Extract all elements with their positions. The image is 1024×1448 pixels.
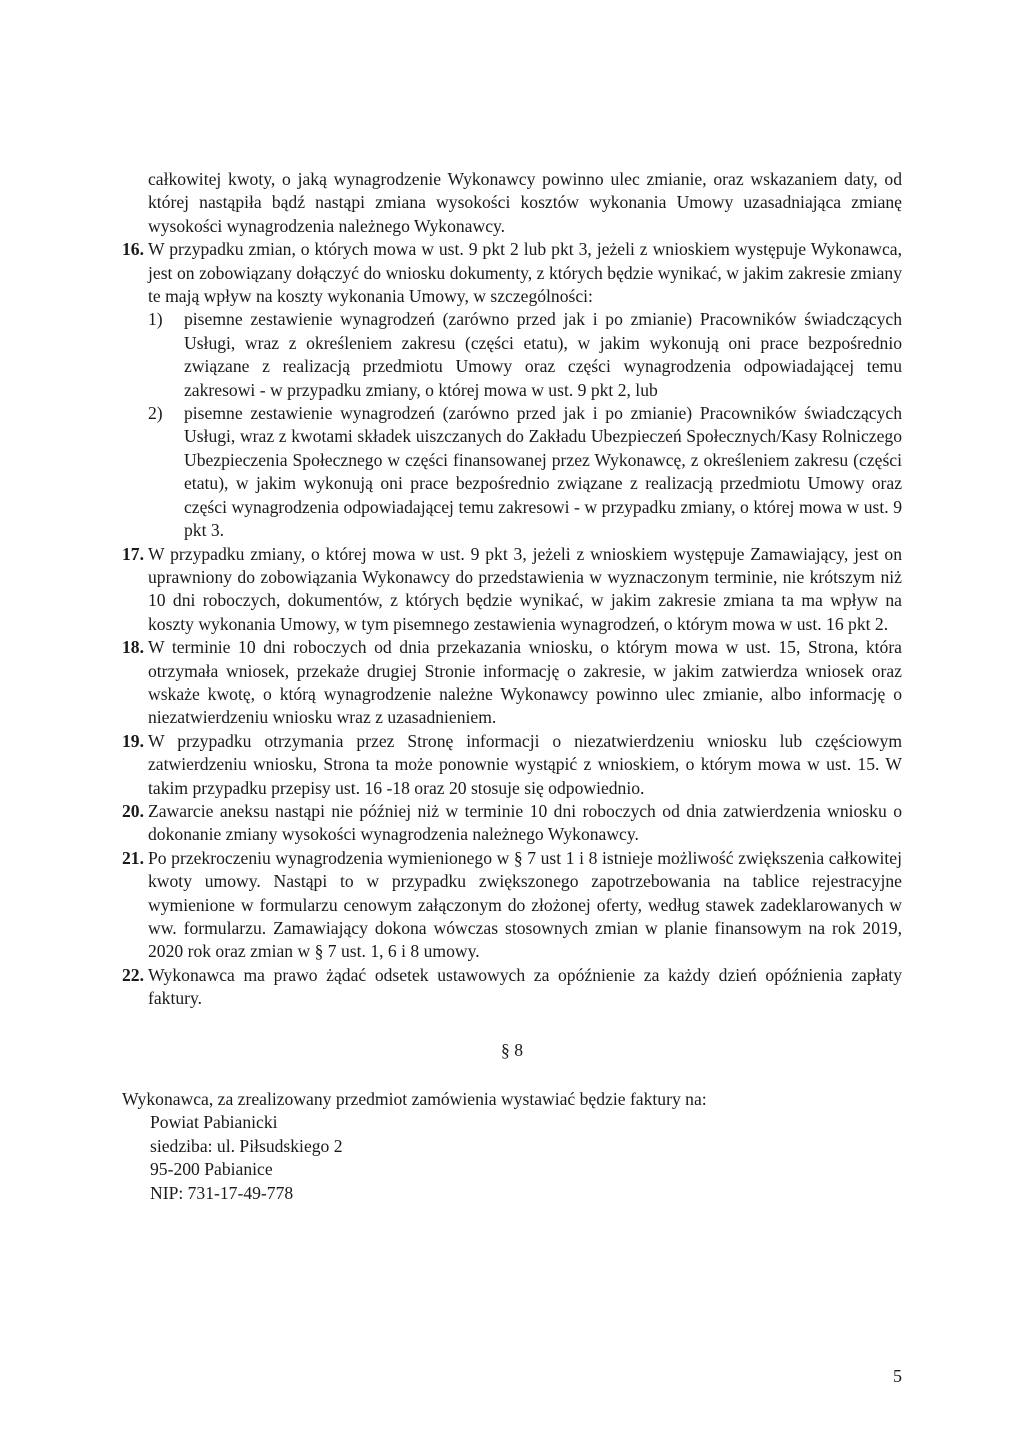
section-heading: § 8 (501, 1039, 523, 1060)
address-name: Powiat Pabianicki (150, 1112, 278, 1133)
clause-text: Wykonawca ma prawo żądać odsetek ustawowych za opóźnienie za każdy dzień opóźnienia zapłaty faktury. (148, 964, 902, 1009)
page-number: 5 (893, 1366, 902, 1386)
invoice-intro: Wykonawca, za zrealizowany przedmiot zamówienia wystawiać będzie faktury na: (122, 1089, 707, 1110)
clause-21 (122, 847, 902, 964)
subclause-1 (148, 308, 902, 402)
document-page (122, 168, 902, 1205)
intro-paragraph: całkowitej kwoty, o jaką wynagrodzenie Wykonawcy powinno ulec zmianie, oraz wskazaniem daty, od której nastąpiła bądź nastąpi zmiana wysokości kosztów wykonania Umowy uzasadniająca zmianę wysokości wynagrodzenia należnego Wykonawcy. (148, 169, 902, 236)
clause-19 (122, 730, 902, 800)
clause-text: W przypadku otrzymania przez Stronę informacji o niezatwierdzeniu wniosku lub częściowym zatwierdzeniu wniosku, Strona ta może ponownie wystąpić z wnioskiem, o którym mowa w ust. 15. W takim przypadku przepisy ust. 16 -18 oraz 20 stosuje się odpowiednio. (148, 730, 902, 798)
clause-number: 17. (122, 543, 144, 564)
clause-text: Po przekroczeniu wynagrodzenia wymienionego w § 7 ust 1 i 8 istnieje możliwość zwiększenia całkowitej kwoty umowy. Nastąpi to w przypadku zwiększonego zapotrzebowania na tablice rejestracyjne wymienione w formularzu cenowym załączonym do złożonej oferty, według stawek zadeklarowanych w ww. formularzu. Zamawiający dokona wówczas stosownych zmian w planie finansowym na rok 2019, 2020 rok oraz zmian w § 7 ust. 1, 6 i 8 umowy. (148, 847, 902, 962)
clause-number: 19. (122, 730, 144, 751)
subclause-2 (148, 402, 902, 542)
clause-text: W przypadku zmian, o których mowa w ust. 9 pkt 2 lub pkt 3, jeżeli z wnioskiem występuje Wykonawca, jest on zobowiązany dołączyć do wniosku dokumenty, z których będzie wynikać, w jakim zakresie zmiany te mają wpływ na koszty wykonania Umowy, w szczególności: (148, 239, 902, 307)
address-nip: NIP: 731-17-49-778 (150, 1182, 294, 1203)
clause-number: 18. (122, 637, 144, 658)
clause-20 (122, 800, 902, 847)
subclause-number: 1) (148, 309, 163, 330)
address-street: siedziba: ul. Piłsudskiego 2 (150, 1135, 343, 1156)
clause-17 (122, 543, 902, 637)
subclause-text: pisemne zestawienie wynagrodzeń (zarówno przed jak i po zmianie) Pracowników świadczących Usługi, wraz z określeniem zakresu (części etatu), w jakim wykonują oni prace bezpośrednio związane z realizacją przedmiotu Umowy oraz części wynagrodzenia odpowiadającej temu zakresowi - w przypadku zmiany, o której mowa w ust. 9 pkt 2, lub (184, 309, 902, 400)
clause-text: W przypadku zmiany, o której mowa w ust. 9 pkt 3, jeżeli z wnioskiem występuje Zamawiający, jest on uprawniony do zobowiązania Wykonawcy do przedstawienia w wyznaczonym terminie, nie krótszym niż 10 dni roboczych, dokumentów, z których będzie wynikać, w jakim zakresie zmiana ta ma wpływ na koszty wykonania Umowy, w tym pisemnego zestawienia wynagrodzeń, o którym mowa w ust. 16 pkt 2. (148, 543, 902, 634)
subclause-text: pisemne zestawienie wynagrodzeń (zarówno przed jak i po zmianie) Pracowników świadczących Usługi, wraz z kwotami składek uiszczanych do Zakładu Ubezpieczeń Społecznych/Kasy Rolniczego Ubezpieczenia Społecznego w części finansowanej przez Wykonawcę, z określeniem zakresu (części etatu), w jakim wykonują oni prace bezpośrednio związane z realizacją przedmiotu Umowy oraz części wynagrodzenia odpowiadającej temu zakresowi - w przypadku zmiany, o której mowa w ust. 9 pkt 3. (184, 403, 902, 541)
subclause-number: 2) (148, 403, 163, 424)
clause-text: Zawarcie aneksu nastąpi nie później niż w terminie 10 dni roboczych od dnia zatwierdzenia wniosku o dokonanie zmiany wysokości wynagrodzenia należnego Wykonawcy. (148, 800, 902, 845)
clause-number: 22. (122, 964, 144, 985)
clause-18 (122, 636, 902, 730)
address-city: 95-200 Pabianice (150, 1159, 273, 1180)
clause-22 (122, 964, 902, 1011)
clause-number: 21. (122, 847, 144, 868)
clause-number: 20. (122, 800, 144, 821)
clause-number: 16. (122, 239, 144, 260)
clause-text: W terminie 10 dni roboczych od dnia przekazania wniosku, o którym mowa w ust. 15, Strona, która otrzymała wniosek, przekaże drugiej Stronie informację o zakresie, w jakim zatwierdza wniosek oraz wskaże kwotę, o którą wynagrodzenie należne Wykonawcy powinno ulec zmianie, albo informację o niezatwierdzeniu wniosku wraz z uzasadnieniem. (148, 637, 902, 728)
clause-16 (122, 238, 902, 308)
